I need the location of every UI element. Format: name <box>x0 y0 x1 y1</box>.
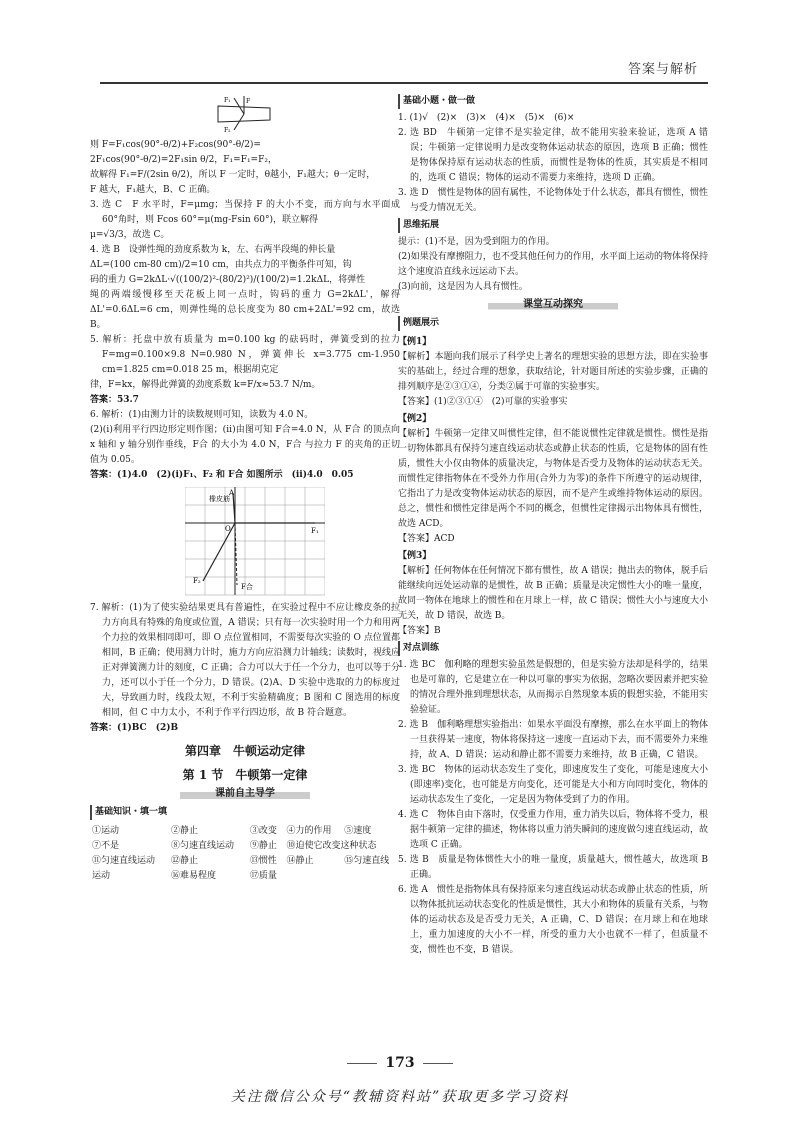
ex1-answer: 【答案】(1)②③①④ (2)可靠的实验事实 <box>398 397 568 407</box>
force-diagram-wedge <box>210 94 280 134</box>
basic-knowledge-heading: 基础知识・填一填 <box>90 805 167 820</box>
train-4: 5. 选 B 质量是物体惯性大小的唯一量度，质量越大，惯性越大，故选项 B 正确。 <box>398 855 708 880</box>
ex3-label: 【例3】 <box>398 551 432 561</box>
think-0: 提示：(1)不是，因为受到阻力的作用。 <box>398 237 555 247</box>
r-line-1: 2. 选 BD 牛顿第一定律不是实验定律，故不能用实验来验证，选项 A 错误；牛顿第一定律说明力是改变物体运动状态的原因，选项 B 正确；惯性是物体保持原有运动状态的性质，而惯性是物体的性质，其实质是不相同的，选项 C 错误；物体的运动不需要力来维持，选项 D 正确。 <box>398 128 708 183</box>
label-f: F <box>246 98 251 105</box>
r-line-2: 3. 选 D 惯性是物体的固有属性，不论物体处于什么状态，都具有惯性，惯性与受力情况无关。 <box>398 188 708 213</box>
line-10: 5. 解析：托盘中放有质量为 m=0.100 kg 的砝码时，弹簧受到的拉力 F=mg=0.100×9.8 N=0.980 N，弹簧伸长 x=3.775 cm-1.950 cm=1.825 cm=0.018 25 m，根据胡克定 <box>90 335 400 375</box>
force-grid-figure <box>185 487 325 597</box>
ex2-analysis: 【解析】牛顿第一定律又叫惯性定律，但不能说惯性定律就是惯性。惯性是指一切物体都具有保持匀速直线运动状态或静止状态的性质，它是物体的固有性质，惯性大小仅由物体的质量决定，与物体是否受力及物体的运动状态无关。而惯性定律指物体在不受外力作用(合外力为零)的条件下所遵守的运动规律，它指出了力是改变物体运动状态的原因，而不是产生或维持物体运动的原因。总之，惯性和惯性定律是两个不同的概念，但惯性定律揭示出物体具有惯性，故选 ACD。 <box>398 429 708 529</box>
label-rubber: 橡皮筋 <box>209 495 230 503</box>
line-3: F 越大，F₁越大，B、C 正确。 <box>90 185 216 195</box>
label-f1: F₁ <box>311 527 319 535</box>
ex1-analysis: 【解析】本题向我们展示了科学史上著名的理想实验的思想方法，即在实验事实的基础上，经过合理的想象，获取结论，针对题目所述的实验步骤，正确的排列顺序是②③①④，分类②属于可靠的实验事实。 <box>398 352 708 392</box>
q7-answer: 答案：(1)BC (2)B <box>90 723 179 733</box>
label-fn2: F₂ <box>224 127 231 134</box>
small-questions-heading: 基础小题・做一做 <box>398 94 475 109</box>
left-column <box>90 92 400 884</box>
train-0: 1. 选 BC 伽利略的理想实验虽然是假想的，但是实验方法却是科学的，结果也是可靠的，它是建立在一种以可靠的事实为依据，忽略次要因素并把实验的情况合理外推到理想状态，从而揭示自然现象本质的假想实验，不能用实验验证。 <box>398 660 708 715</box>
ex1-label: 【例1】 <box>398 337 432 347</box>
label-fn1: F₁ <box>224 97 231 104</box>
line-0: 则 F=F₁cos(90°-θ/2)+F₂cos(90°-θ/2)= <box>90 140 261 150</box>
line-14: (2)(ⅰ)利用平行四边形定则作图；(ⅱ)由图可知 F合=4.0 N，从 F合 的顶点向 x 轴和 y 轴分别作垂线，F合 的大小为 4.0 N，F合 与拉力 F 的夹角的正切值为 0.05。 <box>90 425 400 465</box>
r-line-0: 1. (1)√ (2)× (3)× (4)× (5)× (6)× <box>398 113 575 123</box>
line-7: ΔL=(100 cm-80 cm)/2=10 cm，由共点力的平衡条件可知，钩 <box>90 260 352 270</box>
think-heading: 思维拓展 <box>398 218 439 233</box>
page-header <box>100 48 708 84</box>
train-2: 3. 选 BC 物体的运动状态发生了变化，即速度发生了变化，可能是速度大小(即速率)变化，也可能是方向变化，还可能是大小和方向同时变化，物体的运动状态发生了变化，一定是因为物体受到了力的作用。 <box>398 765 708 805</box>
band-preclass: 课前自主导学 <box>180 786 310 801</box>
page-number-row <box>0 1056 800 1071</box>
line-12: 答案：53.7 <box>90 395 139 405</box>
fill-table: ①运动 ②静止 ③改变 ④力的作用 ⑤速度 ⑦不是 ⑧匀速直线运动 ⑨静止 ⑩迫使它改变这种状态 ⑪匀速直线运动 ⑫静止 ⑬惯性 ⑭静止 ⑮匀速直线 运动 ⑯难易程度 ⑰质量 <box>92 826 390 881</box>
footer-note: 关注微信公众号“教辅资料站”获取更多学习资料 <box>230 1089 570 1105</box>
label-a: A <box>229 489 235 497</box>
line-15: 答案：(1)4.0 (2)(ⅰ)F₁、F₂ 和 F合 如图所示 (ⅱ)4.0 0.05 <box>90 470 354 480</box>
example-heading: 例题展示 <box>398 316 439 331</box>
line-5: μ=√3/3，故选 C。 <box>90 230 170 240</box>
ex3-answer: 【答案】B <box>398 626 441 636</box>
label-fhe: F合 <box>241 583 253 591</box>
train-3: 4. 选 C 物体自由下落时，仅受重力作用，重力消失以后，物体将不受力，根据牛顿第一定律的描述，物体将以重力消失瞬间的速度做匀速直线运动，故选项 C 正确。 <box>398 810 708 850</box>
section-title: 第 1 节 牛顿第一定律 <box>182 768 308 782</box>
think-2: (3)向前，这是因为人具有惯性。 <box>398 282 528 292</box>
line-8: 码的重力 G=2kΔL·√((100/2)²-(80/2)²)/(100/2)=1.2kΔL，将弹性 <box>90 275 366 285</box>
train-5: 6. 选 A 惯性是指物体具有保持原来匀速直线运动状态或静止状态的性质，所以物体抵抗运动状态变化的性质是惯性，其大小和物体的质量有关系，与物体的运动状态及是否受力无关，A 正确，C、D 错误；在月球上和在地球上，重力加速度的大小不一样，所受的重力大小也就不一样了，但质量不变，惯性也不变，B 错误。 <box>398 885 708 955</box>
train-1: 2. 选 B 伽利略理想实验指出：如果水平面没有摩擦，那么在水平面上的物体一旦获得某一速度，物体将保持这一速度一直运动下去，而不需要外力来维持，故 A、D 错误；运动和静止都不需要力来维持，故 B 正确，C 错误。 <box>398 720 708 760</box>
band-inclass: 课堂互动探究 <box>488 297 618 312</box>
ex2-answer: 【答案】ACD <box>398 534 455 544</box>
right-column <box>398 92 708 958</box>
chapter-title: 第四章 牛顿运动定律 <box>184 744 305 758</box>
q7-analysis: 7. 解析：(1)为了使实验结果更具有普遍性，在实验过程中不应让橡皮条的拉力方向具有特殊的角度或位置，A 错误；只有每一次实验时用一个力和用两个力拉的效果相同即可，即 O 点位置相同，不需要每次实验的 O 点位置都相同，B 正确；使用测力计时，施力方向应沿测力计轴线；读数时，视线应正对弹簧测力计的刻度，C 正确；合力可以大于任一个分力，也可以等于分力，还可以小于任一个分力，D 错误。(2)A、D 实验中选取的力的标度过大，导致画力时，线段太短，不利于实验精确度；B 图和 C 图选用的标度相同，但 C 中力太小，不利于作平行四边形，故 B 符合题意。 <box>90 603 400 718</box>
line-11: 律，F=kx，解得此弹簧的劲度系数 k=F/x≈53.7 N/m。 <box>90 380 321 390</box>
line-2: 故解得 F₁=F/(2sin θ/2)，所以 F 一定时，θ越小，F₁越大；θ一定时， <box>90 170 376 180</box>
page-number: 173 <box>385 1055 415 1071</box>
think-1: (2)如果没有摩擦阻力，也不受其他任何力的作用，水平面上运动的物体将保持这个速度沿直线永远运动下去。 <box>398 252 708 277</box>
label-f2: F₂ <box>193 577 201 585</box>
label-o: O <box>225 525 231 533</box>
ex2-label: 【例2】 <box>398 414 432 424</box>
training-heading: 对点训练 <box>398 641 439 656</box>
line-6: 4. 选 B 设弹性绳的劲度系数为 k，左、右两半段绳的伸长量 <box>90 245 336 255</box>
line-13: 6. 解析：(1)由测力计的读数规则可知，读数为 4.0 N。 <box>90 410 314 420</box>
ex3-analysis: 【解析】任何物体在任何情况下都有惯性，故 A 错误；抛出去的物体，脱手后能继续向远处运动靠的是惯性，故 B 正确；质量是决定惯性大小的唯一量度，故同一物体在地球上的惯性和在月球上一样，故 C 错误；惯性大小与速度大小无关，故 D 错误，故选 B。 <box>398 566 708 621</box>
line-4: 3. 选 C F 水平时，F=μmg；当保持 F 的大小不变，而方向与水平面成 60°角时，则 Fcos 60°=μ(mg-Fsin 60°)，联立解得 <box>90 200 400 225</box>
header-title: 答案与解析 <box>627 62 698 77</box>
line-9: 绳的两端缓慢移至天花板上同一点时，钩码的重力 G=2kΔL'，解得 ΔL'=0.6ΔL=6 cm，则弹性绳的总长度变为 80 cm+2ΔL'=92 cm，故选 B。 <box>90 290 400 330</box>
line-1: 2F₁cos(90°-θ/2)=2F₁sin θ/2，F₁=F₁=F₂， <box>90 155 277 165</box>
